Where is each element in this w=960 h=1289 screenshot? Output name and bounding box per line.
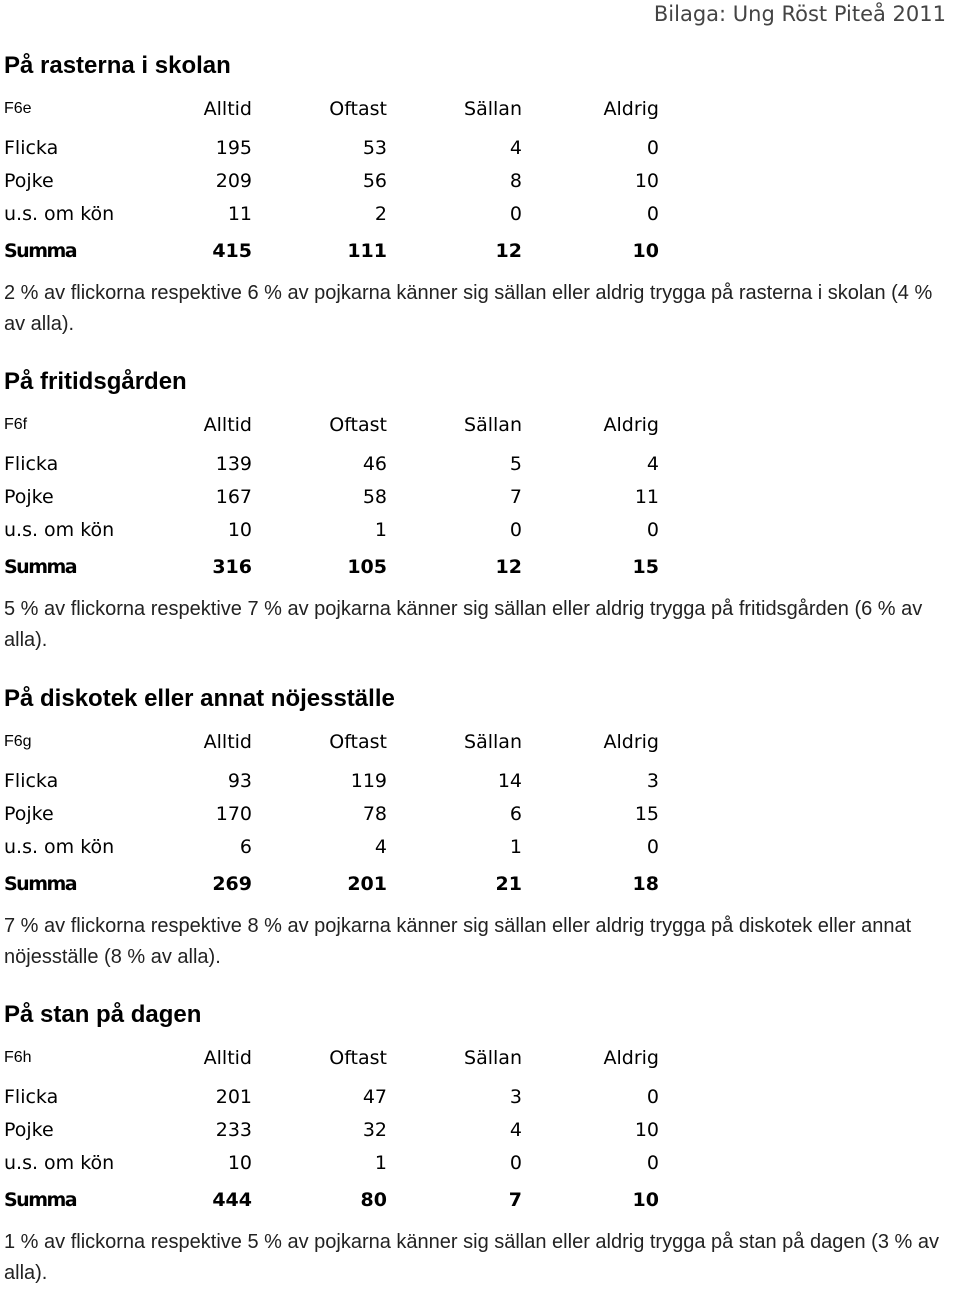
cell: 11 bbox=[634, 486, 659, 508]
cell: 46 bbox=[362, 453, 387, 475]
summary-label: Summa bbox=[4, 1189, 77, 1211]
question-code: F6f bbox=[4, 416, 28, 433]
table-row bbox=[4, 486, 704, 516]
cell: 0 bbox=[509, 519, 522, 541]
cell: 8 bbox=[509, 170, 522, 192]
row-label: u.s. om kön bbox=[4, 836, 115, 858]
cell: 0 bbox=[646, 137, 659, 159]
summary-cell: 105 bbox=[347, 556, 387, 578]
cell: 0 bbox=[646, 1086, 659, 1108]
cell: 233 bbox=[215, 1119, 252, 1141]
cell: 119 bbox=[350, 770, 387, 792]
cell: 14 bbox=[497, 770, 522, 792]
table-row bbox=[4, 519, 704, 549]
summary-cell: 444 bbox=[212, 1189, 252, 1211]
cell: 53 bbox=[362, 137, 387, 159]
cell: 58 bbox=[362, 486, 387, 508]
col-header-aldrig: Aldrig bbox=[603, 98, 659, 120]
table-row bbox=[4, 453, 704, 483]
row-label: u.s. om kön bbox=[4, 1152, 115, 1174]
col-header-alltid: Alltid bbox=[203, 731, 252, 753]
summary-cell: 269 bbox=[212, 873, 252, 895]
row-label: Pojke bbox=[4, 803, 54, 825]
col-header-aldrig: Aldrig bbox=[603, 414, 659, 436]
summary-cell: 316 bbox=[212, 556, 252, 578]
table-row bbox=[4, 137, 704, 167]
cell: 93 bbox=[227, 770, 252, 792]
cell: 10 bbox=[227, 1152, 252, 1174]
table-row bbox=[4, 1119, 704, 1149]
cell: 3 bbox=[646, 770, 659, 792]
question-code: F6h bbox=[4, 1049, 32, 1066]
table-row bbox=[4, 770, 704, 800]
table-row bbox=[4, 836, 704, 866]
col-header-aldrig: Aldrig bbox=[603, 1047, 659, 1069]
cell: 0 bbox=[646, 519, 659, 541]
cell: 10 bbox=[227, 519, 252, 541]
cell: 0 bbox=[509, 1152, 522, 1174]
cell: 0 bbox=[646, 1152, 659, 1174]
cell: 0 bbox=[646, 203, 659, 225]
row-label: Pojke bbox=[4, 1119, 54, 1141]
table-header bbox=[4, 1047, 704, 1077]
section-note: 1 % av flickorna respektive 5 % av pojkarna känner sig sällan eller aldrig trygga på stan på dagen (3 % av alla). bbox=[4, 1231, 939, 1284]
summary-label: Summa bbox=[4, 556, 77, 578]
col-header-sallan: Sällan bbox=[464, 98, 522, 120]
cell: 201 bbox=[215, 1086, 252, 1108]
col-header-oftast: Oftast bbox=[329, 731, 387, 753]
summary-row bbox=[4, 1189, 704, 1219]
section-title: På stan på dagen bbox=[4, 1001, 202, 1028]
table-row bbox=[4, 1152, 704, 1182]
section-title: På diskotek eller annat nöjesställe bbox=[4, 685, 395, 712]
table-row bbox=[4, 1086, 704, 1116]
row-label: u.s. om kön bbox=[4, 519, 115, 541]
cell: 4 bbox=[509, 137, 522, 159]
summary-cell: 7 bbox=[508, 1189, 522, 1211]
summary-row bbox=[4, 240, 704, 270]
cell: 0 bbox=[509, 203, 522, 225]
cell: 78 bbox=[362, 803, 387, 825]
cell: 7 bbox=[509, 486, 522, 508]
summary-cell: 10 bbox=[632, 240, 659, 262]
col-header-oftast: Oftast bbox=[329, 1047, 387, 1069]
question-code: F6g bbox=[4, 733, 32, 750]
cell: 32 bbox=[362, 1119, 387, 1141]
col-header-alltid: Alltid bbox=[203, 98, 252, 120]
summary-label: Summa bbox=[4, 873, 77, 895]
cell: 4 bbox=[646, 453, 659, 475]
table-header bbox=[4, 414, 704, 444]
row-label: Pojke bbox=[4, 170, 54, 192]
cell: 6 bbox=[239, 836, 252, 858]
summary-cell: 21 bbox=[495, 873, 522, 895]
col-header-alltid: Alltid bbox=[203, 414, 252, 436]
cell: 167 bbox=[215, 486, 252, 508]
summary-cell: 12 bbox=[495, 556, 522, 578]
table-header bbox=[4, 731, 704, 761]
cell: 56 bbox=[362, 170, 387, 192]
cell: 6 bbox=[509, 803, 522, 825]
summary-row bbox=[4, 873, 704, 903]
cell: 209 bbox=[215, 170, 252, 192]
col-header-oftast: Oftast bbox=[329, 414, 387, 436]
section-note: 2 % av flickorna respektive 6 % av pojkarna känner sig sällan eller aldrig trygga på rasterna i skolan (4 % av alla). bbox=[4, 282, 933, 335]
section-note: 7 % av flickorna respektive 8 % av pojkarna känner sig sällan eller aldrig trygga på diskotek eller annat nöjesställe (8 % av alla). bbox=[4, 915, 912, 968]
section-title: På rasterna i skolan bbox=[4, 52, 231, 79]
cell: 195 bbox=[215, 137, 252, 159]
row-label: Flicka bbox=[4, 770, 59, 792]
row-label: Flicka bbox=[4, 1086, 59, 1108]
table-header bbox=[4, 98, 704, 128]
table-row bbox=[4, 203, 704, 233]
summary-cell: 18 bbox=[632, 873, 659, 895]
summary-cell: 12 bbox=[495, 240, 522, 262]
cell: 0 bbox=[646, 836, 659, 858]
cell: 1 bbox=[374, 519, 387, 541]
summary-cell: 80 bbox=[360, 1189, 387, 1211]
table-row bbox=[4, 803, 704, 833]
summary-label: Summa bbox=[4, 240, 77, 262]
cell: 170 bbox=[215, 803, 252, 825]
col-header-oftast: Oftast bbox=[329, 98, 387, 120]
cell: 15 bbox=[634, 803, 659, 825]
summary-cell: 10 bbox=[632, 1189, 659, 1211]
question-code: F6e bbox=[4, 100, 32, 117]
section-title: På fritidsgården bbox=[4, 368, 187, 395]
cell: 2 bbox=[374, 203, 387, 225]
row-label: u.s. om kön bbox=[4, 203, 115, 225]
section-note: 5 % av flickorna respektive 7 % av pojkarna känner sig sällan eller aldrig trygga på fritidsgården (6 % av alla). bbox=[4, 598, 923, 651]
cell: 5 bbox=[509, 453, 522, 475]
col-header-sallan: Sällan bbox=[464, 414, 522, 436]
cell: 11 bbox=[227, 203, 252, 225]
col-header-sallan: Sällan bbox=[464, 1047, 522, 1069]
row-label: Pojke bbox=[4, 486, 54, 508]
cell: 1 bbox=[509, 836, 522, 858]
table-row bbox=[4, 170, 704, 200]
page-header-note: Bilaga: Ung Röst Piteå 2011 bbox=[653, 2, 946, 26]
row-label: Flicka bbox=[4, 453, 59, 475]
summary-cell: 111 bbox=[347, 240, 387, 262]
summary-cell: 15 bbox=[632, 556, 659, 578]
cell: 10 bbox=[634, 1119, 659, 1141]
cell: 47 bbox=[362, 1086, 387, 1108]
col-header-alltid: Alltid bbox=[203, 1047, 252, 1069]
summary-cell: 415 bbox=[212, 240, 252, 262]
cell: 4 bbox=[374, 836, 387, 858]
cell: 10 bbox=[634, 170, 659, 192]
summary-cell: 201 bbox=[347, 873, 387, 895]
cell: 1 bbox=[374, 1152, 387, 1174]
cell: 3 bbox=[509, 1086, 522, 1108]
row-label: Flicka bbox=[4, 137, 59, 159]
col-header-sallan: Sällan bbox=[464, 731, 522, 753]
summary-row bbox=[4, 556, 704, 586]
col-header-aldrig: Aldrig bbox=[603, 731, 659, 753]
cell: 139 bbox=[215, 453, 252, 475]
cell: 4 bbox=[509, 1119, 522, 1141]
